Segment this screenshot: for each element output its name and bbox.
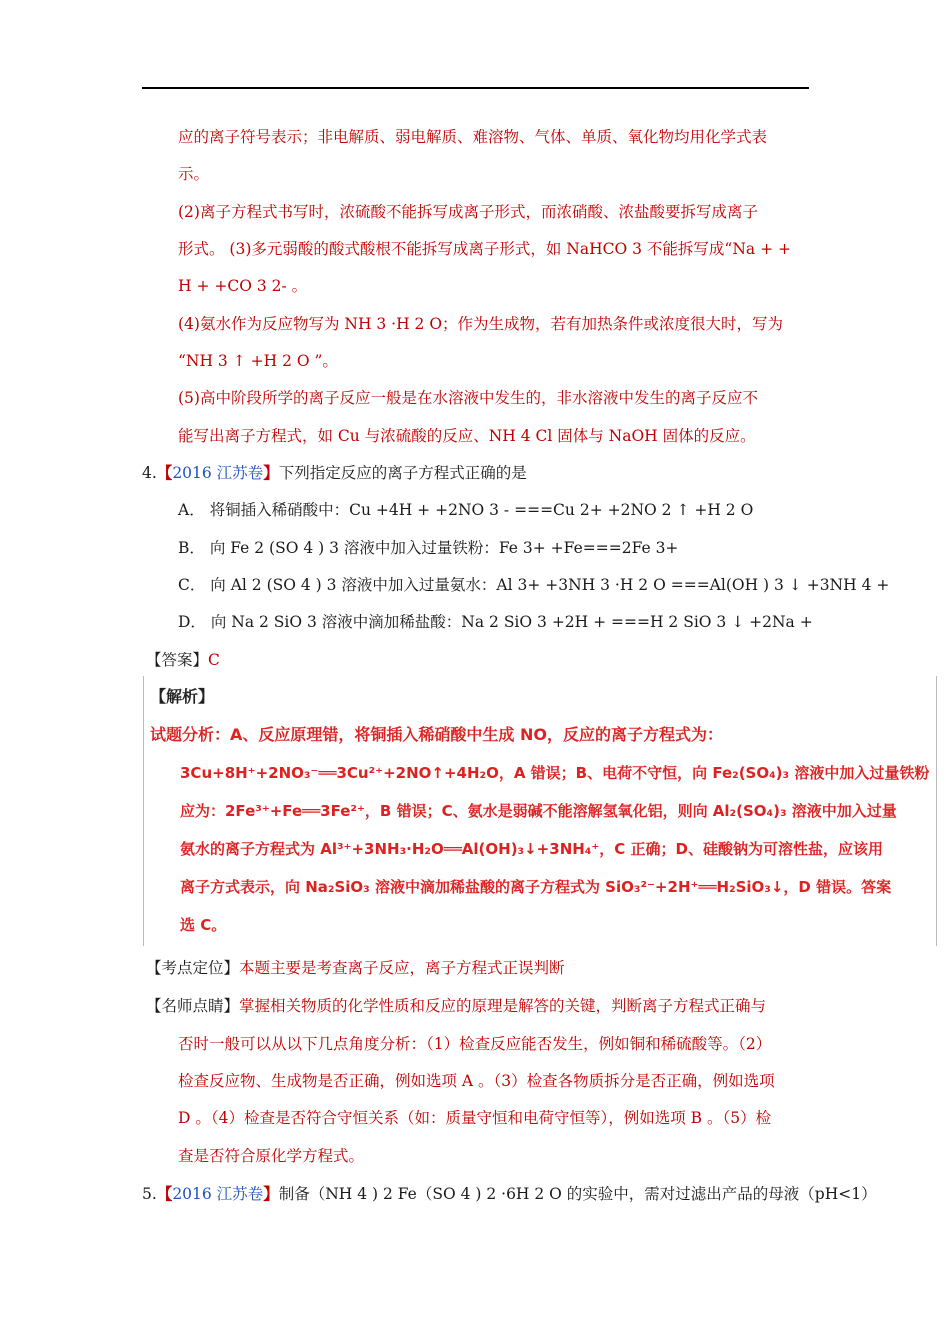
analysis-line-3: 应为：2Fe³⁺+Fe══3Fe²⁺，B 错误；C、氨水是弱碱不能溶解氢氧化铝，则向 Al₂(SO₄)₃ 溶液中加入过量 [180,802,897,820]
mingshi-label: 【名师点睛】 [146,997,240,1015]
source-tag: 2016 江苏卷 [172,464,264,482]
answer-label: 【答案】 [146,651,209,669]
option-d: D． 向 Na 2 SiO 3 溶液中滴加稀盐酸：Na 2 SiO 3 +2H + ===H 2 SiO 3 ↓ +2Na + [178,613,813,631]
analysis-heading: 【解析】 [150,687,215,706]
note-line-9: 能写出离子方程式，如 Cu 与浓硫酸的反应、NH 4 Cl 固体与 NaOH 固体的反应。 [178,427,756,445]
question-text: 制备（NH 4 ) 2 Fe（SO 4 ) 2 ·6H 2 O 的实验中，需对过滤出产品的母液（pH<1） [278,1185,877,1203]
kaodian-line [146,958,565,978]
note-line-4: 形式。 (3)多元弱酸的酸式酸根不能拆写成离子形式，如 NaHCO 3 不能拆写成“Na + + [178,240,791,258]
analysis-line-1: 试题分析：A、反应原理错，将铜插入稀硝酸中生成 NO，反应的离子方程式为： [150,725,723,744]
option-c: C． 向 Al 2 (SO 4 ) 3 溶液中加入过量氨水：Al 3+ +3NH 3 ·H 2 O ===Al(OH ) 3 ↓ +3NH 4 + [178,576,890,594]
analysis-line-2: 3Cu+8H⁺+2NO₃⁻══3Cu²⁺+2NO↑+4H₂O，A 错误；B、电荷不守恒，向 Fe₂(SO₄)₃ 溶液中加入过量铁粉 [180,764,930,782]
mingshi-line-4: D 。（4）检查是否符合守恒关系（如：质量守恒和电荷守恒等），例如选项 B 。（5）检 [178,1109,772,1127]
analysis-box-border [936,676,937,946]
note-line-8: (5)高中阶段所学的离子反应一般是在水溶液中发生的，非水溶液中发生的离子反应不 [178,389,758,407]
source-tag: 2016 江苏卷 [172,1185,264,1203]
mingshi-line-2: 否时一般可以从以下几点角度分析：（1）检查反应能否发生，例如铜和稀硫酸等。（2） [178,1035,772,1053]
question-number: 5. [142,1185,157,1203]
note-line-3: (2)离子方程式书写时，浓硫酸不能拆写成离子形式，而浓硝酸、浓盐酸要拆写成离子 [178,203,758,221]
kaodian-text: 本题主要是考查离子反应，离子方程式正误判断 [239,959,565,977]
question-number: 4. [142,464,157,482]
header-rule [142,87,809,89]
question-4-stem: 4.【2016 江苏卷】下列指定反应的离子方程式正确的是 [142,463,527,482]
note-line-1: 应的离子符号表示；非电解质、弱电解质、难溶物、气体、单质、氧化物均用化学式表 [178,128,768,146]
mingshi-line-5: 查是否符合原化学方程式。 [178,1147,365,1165]
note-line-5: H + +CO 3 2- 。 [178,277,308,295]
kaodian-label: 【考点定位】 [146,959,240,977]
option-b: B． 向 Fe 2 (SO 4 ) 3 溶液中加入过量铁粉：Fe 3+ +Fe===2Fe 3+ [178,539,679,557]
question-text: 下列指定反应的离子方程式正确的是 [278,464,527,482]
mingshi-line-1: 【名师点睛】掌握相关物质的化学性质和反应的原理是解答的关键，判断离子方程式正确与 [146,997,767,1015]
analysis-line-5: 离子方式表示，向 Na₂SiO₃ 溶液中滴加稀盐酸的离子方程式为 SiO₃²⁻+2H⁺══H₂SiO₃↓，D 错误。答案 [180,878,892,896]
question-5-stem: 5.【2016 江苏卷】制备（NH 4 ) 2 Fe（SO 4 ) 2 ·6H 2 O 的实验中，需对过滤出产品的母液（pH<1） [142,1184,877,1203]
note-line-7: “NH 3 ↑ +H 2 O ”。 [178,352,338,370]
answer-line [146,650,220,670]
mingshi-line-3: 检查反应物、生成物是否正确，例如选项 A 。（3）检查各物质拆分是否正确，例如选项 [178,1072,775,1090]
note-line-6: (4)氨水作为反应物写为 NH 3 ·H 2 O；作为生成物，若有加热条件或浓度很大时，写为 [178,315,784,333]
option-a: A． 将铜插入稀硝酸中：Cu +4H + +2NO 3 - ===Cu 2+ +2NO 2 ↑ +H 2 O [178,501,754,519]
analysis-line-6: 选 C。 [180,916,227,934]
analysis-line-4: 氨水的离子方程式为 Al³⁺+3NH₃·H₂O══Al(OH)₃↓+3NH₄⁺，C 正确；D、硅酸钠为可溶性盐，应该用 [180,840,883,858]
note-line-2: 示。 [178,165,210,183]
answer-value: C [208,651,220,669]
